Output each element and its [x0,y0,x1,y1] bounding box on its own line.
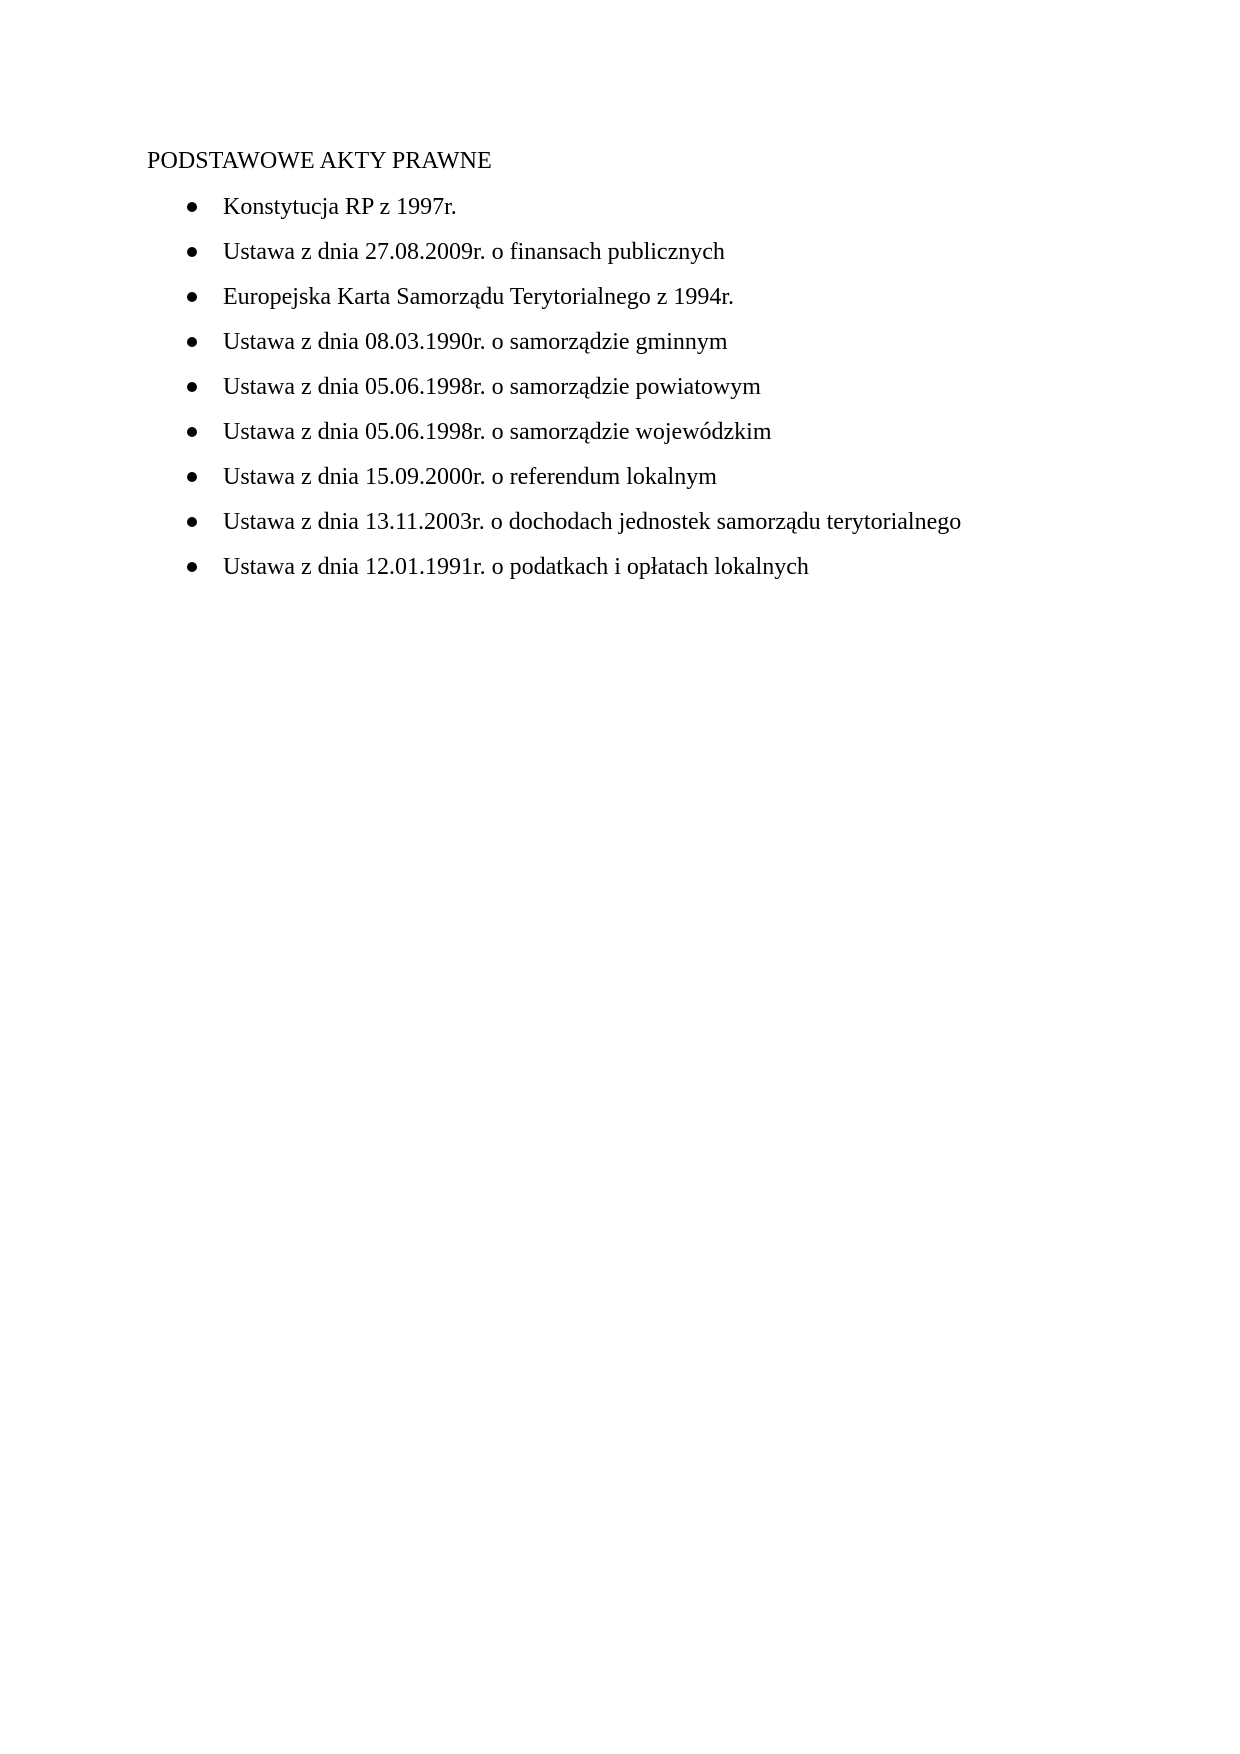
bullet-icon [187,427,197,437]
list-item-text: Ustawa z dnia 12.01.1991r. o podatkach i opłatach lokalnych [223,554,809,580]
page-title: PODSTAWOWE AKTY PRAWNE [147,148,492,174]
list-item-text: Ustawa z dnia 27.08.2009r. o finansach publicznych [223,239,725,265]
list-item-text: Ustawa z dnia 05.06.1998r. o samorządzie wojewódzkim [223,419,772,445]
bullet-icon [187,247,197,257]
bullet-icon [187,337,197,347]
bullet-icon [187,517,197,527]
bullet-icon [187,202,197,212]
list-item-text: Konstytucja RP z 1997r. [223,194,457,220]
list-item-text: Ustawa z dnia 05.06.1998r. o samorządzie powiatowym [223,374,761,400]
bullet-icon [187,292,197,302]
bullet-icon [187,472,197,482]
bullet-icon [187,382,197,392]
list-item-text: Ustawa z dnia 13.11.2003r. o dochodach jednostek samorządu terytorialnego [223,509,962,535]
bullet-icon [187,562,197,572]
list-item-text: Europejska Karta Samorządu Terytorialnego z 1994r. [223,284,735,310]
list-item-text: Ustawa z dnia 08.03.1990r. o samorządzie gminnym [223,329,728,355]
list-item-text: Ustawa z dnia 15.09.2000r. o referendum lokalnym [223,464,717,490]
